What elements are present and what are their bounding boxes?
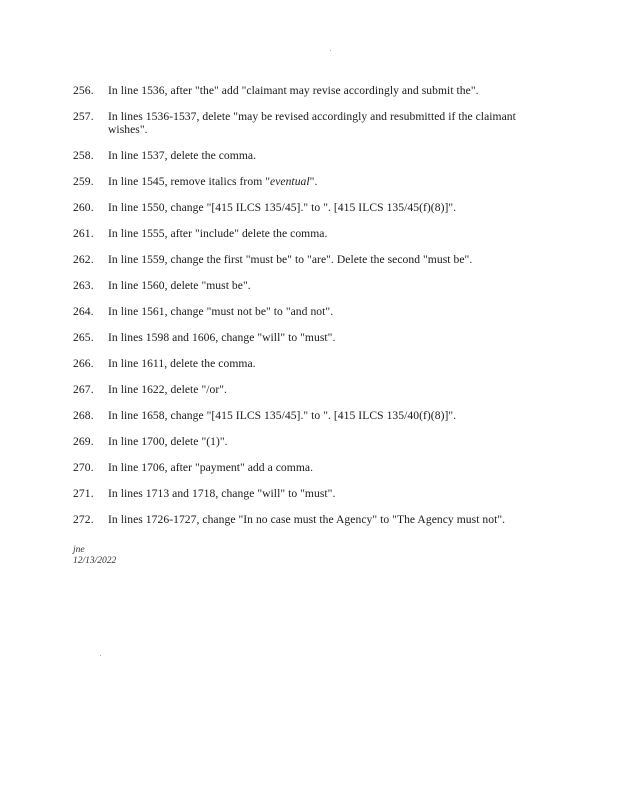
item-number: 265. — [73, 331, 94, 344]
item-number: 267. — [73, 383, 94, 396]
item-text: In line 1537, delete the comma. — [108, 149, 257, 162]
amendment-list — [73, 84, 543, 539]
item-text: In lines 1536-1537, delete "may be revised accordingly and resubmitted if the claimant wishes". — [108, 110, 516, 136]
amendment-item — [73, 110, 543, 136]
item-text: In line 1658, change "[415 ILCS 135/45]." to ". [415 ILCS 135/40(f)(8)]". — [108, 409, 457, 422]
item-text: In line 1559, change the first "must be" to "are". Delete the second "must be". — [108, 253, 473, 266]
amendment-item — [73, 487, 543, 500]
item-number: 257. — [73, 110, 94, 123]
item-number: 263. — [73, 279, 94, 292]
signature-block — [73, 545, 116, 567]
item-text-italic: eventual — [270, 175, 310, 188]
item-text: In line 1622, delete "/or". — [108, 383, 227, 396]
amendment-item — [73, 175, 543, 188]
item-number: 261. — [73, 227, 94, 240]
amendment-item — [73, 383, 543, 396]
item-number: 258. — [73, 149, 94, 162]
item-number: 264. — [73, 305, 94, 318]
item-text: In line 1700, delete "(1)". — [108, 435, 228, 448]
item-number: 268. — [73, 409, 94, 422]
item-text: In line 1706, after "payment" add a comma. — [108, 461, 314, 474]
item-text: In line 1550, change "[415 ILCS 135/45]." to ". [415 ILCS 135/45(f)(8)]". — [108, 201, 457, 214]
item-text: In line 1611, delete the comma. — [108, 357, 256, 370]
scan-speck — [330, 50, 331, 51]
scan-speck — [100, 655, 101, 656]
item-number: 256. — [73, 84, 94, 97]
item-number: 262. — [73, 253, 94, 266]
item-text: In line 1560, delete "must be". — [108, 279, 251, 292]
item-number: 259. — [73, 175, 94, 188]
amendment-item — [73, 84, 543, 97]
item-text: In lines 1713 and 1718, change "will" to "must". — [108, 487, 336, 500]
item-text: In line 1561, change "must not be" to "and not". — [108, 305, 334, 318]
item-text: In lines 1598 and 1606, change "will" to "must". — [108, 331, 336, 344]
amendment-item — [73, 305, 543, 318]
item-text: In line 1555, after "include" delete the comma. — [108, 227, 328, 240]
amendment-item — [73, 149, 543, 162]
amendment-item — [73, 357, 543, 370]
item-number: 266. — [73, 357, 94, 370]
amendment-item — [73, 227, 543, 240]
signature-date: 12/13/2022 — [73, 556, 117, 566]
amendment-item — [73, 331, 543, 344]
item-text — [108, 175, 543, 188]
amendment-item — [73, 513, 543, 526]
amendment-item — [73, 201, 543, 214]
item-number: 260. — [73, 201, 94, 214]
item-number: 270. — [73, 461, 94, 474]
item-text-after: ". — [309, 175, 318, 188]
author-initials: jne — [73, 545, 85, 555]
amendment-item — [73, 461, 543, 474]
amendment-item — [73, 279, 543, 292]
item-number: 269. — [73, 435, 94, 448]
item-text: In lines 1726-1727, change "In no case must the Agency" to "The Agency must not". — [108, 513, 506, 526]
amendment-item — [73, 253, 543, 266]
amendment-item — [73, 409, 543, 422]
item-number: 272. — [73, 513, 94, 526]
item-text-before: In line 1545, remove italics from " — [108, 175, 270, 188]
item-number: 271. — [73, 487, 94, 500]
amendment-item — [73, 435, 543, 448]
item-text: In line 1536, after "the" add "claimant may revise accordingly and submit the". — [108, 84, 479, 97]
